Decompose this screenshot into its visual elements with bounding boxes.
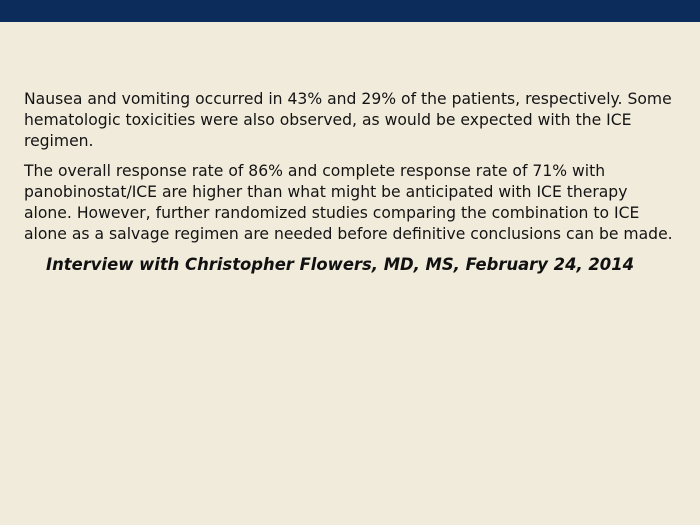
paragraph-response-rate: The overall response rate of 86% and complete response rate of 71% with panobinostat/ICE are higher than what might be anticipated with ICE therapy alone. However, further randomized studies comparing the combination to ICE alone as a salvage regimen are needed before definitive conclusions can be made. — [24, 162, 673, 243]
paragraph-toxicities: Nausea and vomiting occurred in 43% and 29% of the patients, respectively. Some hematologic toxicities were also observed, as would be expected with the ICE regimen. — [24, 90, 672, 150]
header-bar — [0, 0, 700, 22]
citation: Interview with Christopher Flowers, MD, MS, February 24, 2014 — [46, 255, 635, 274]
slide-body — [24, 89, 674, 276]
